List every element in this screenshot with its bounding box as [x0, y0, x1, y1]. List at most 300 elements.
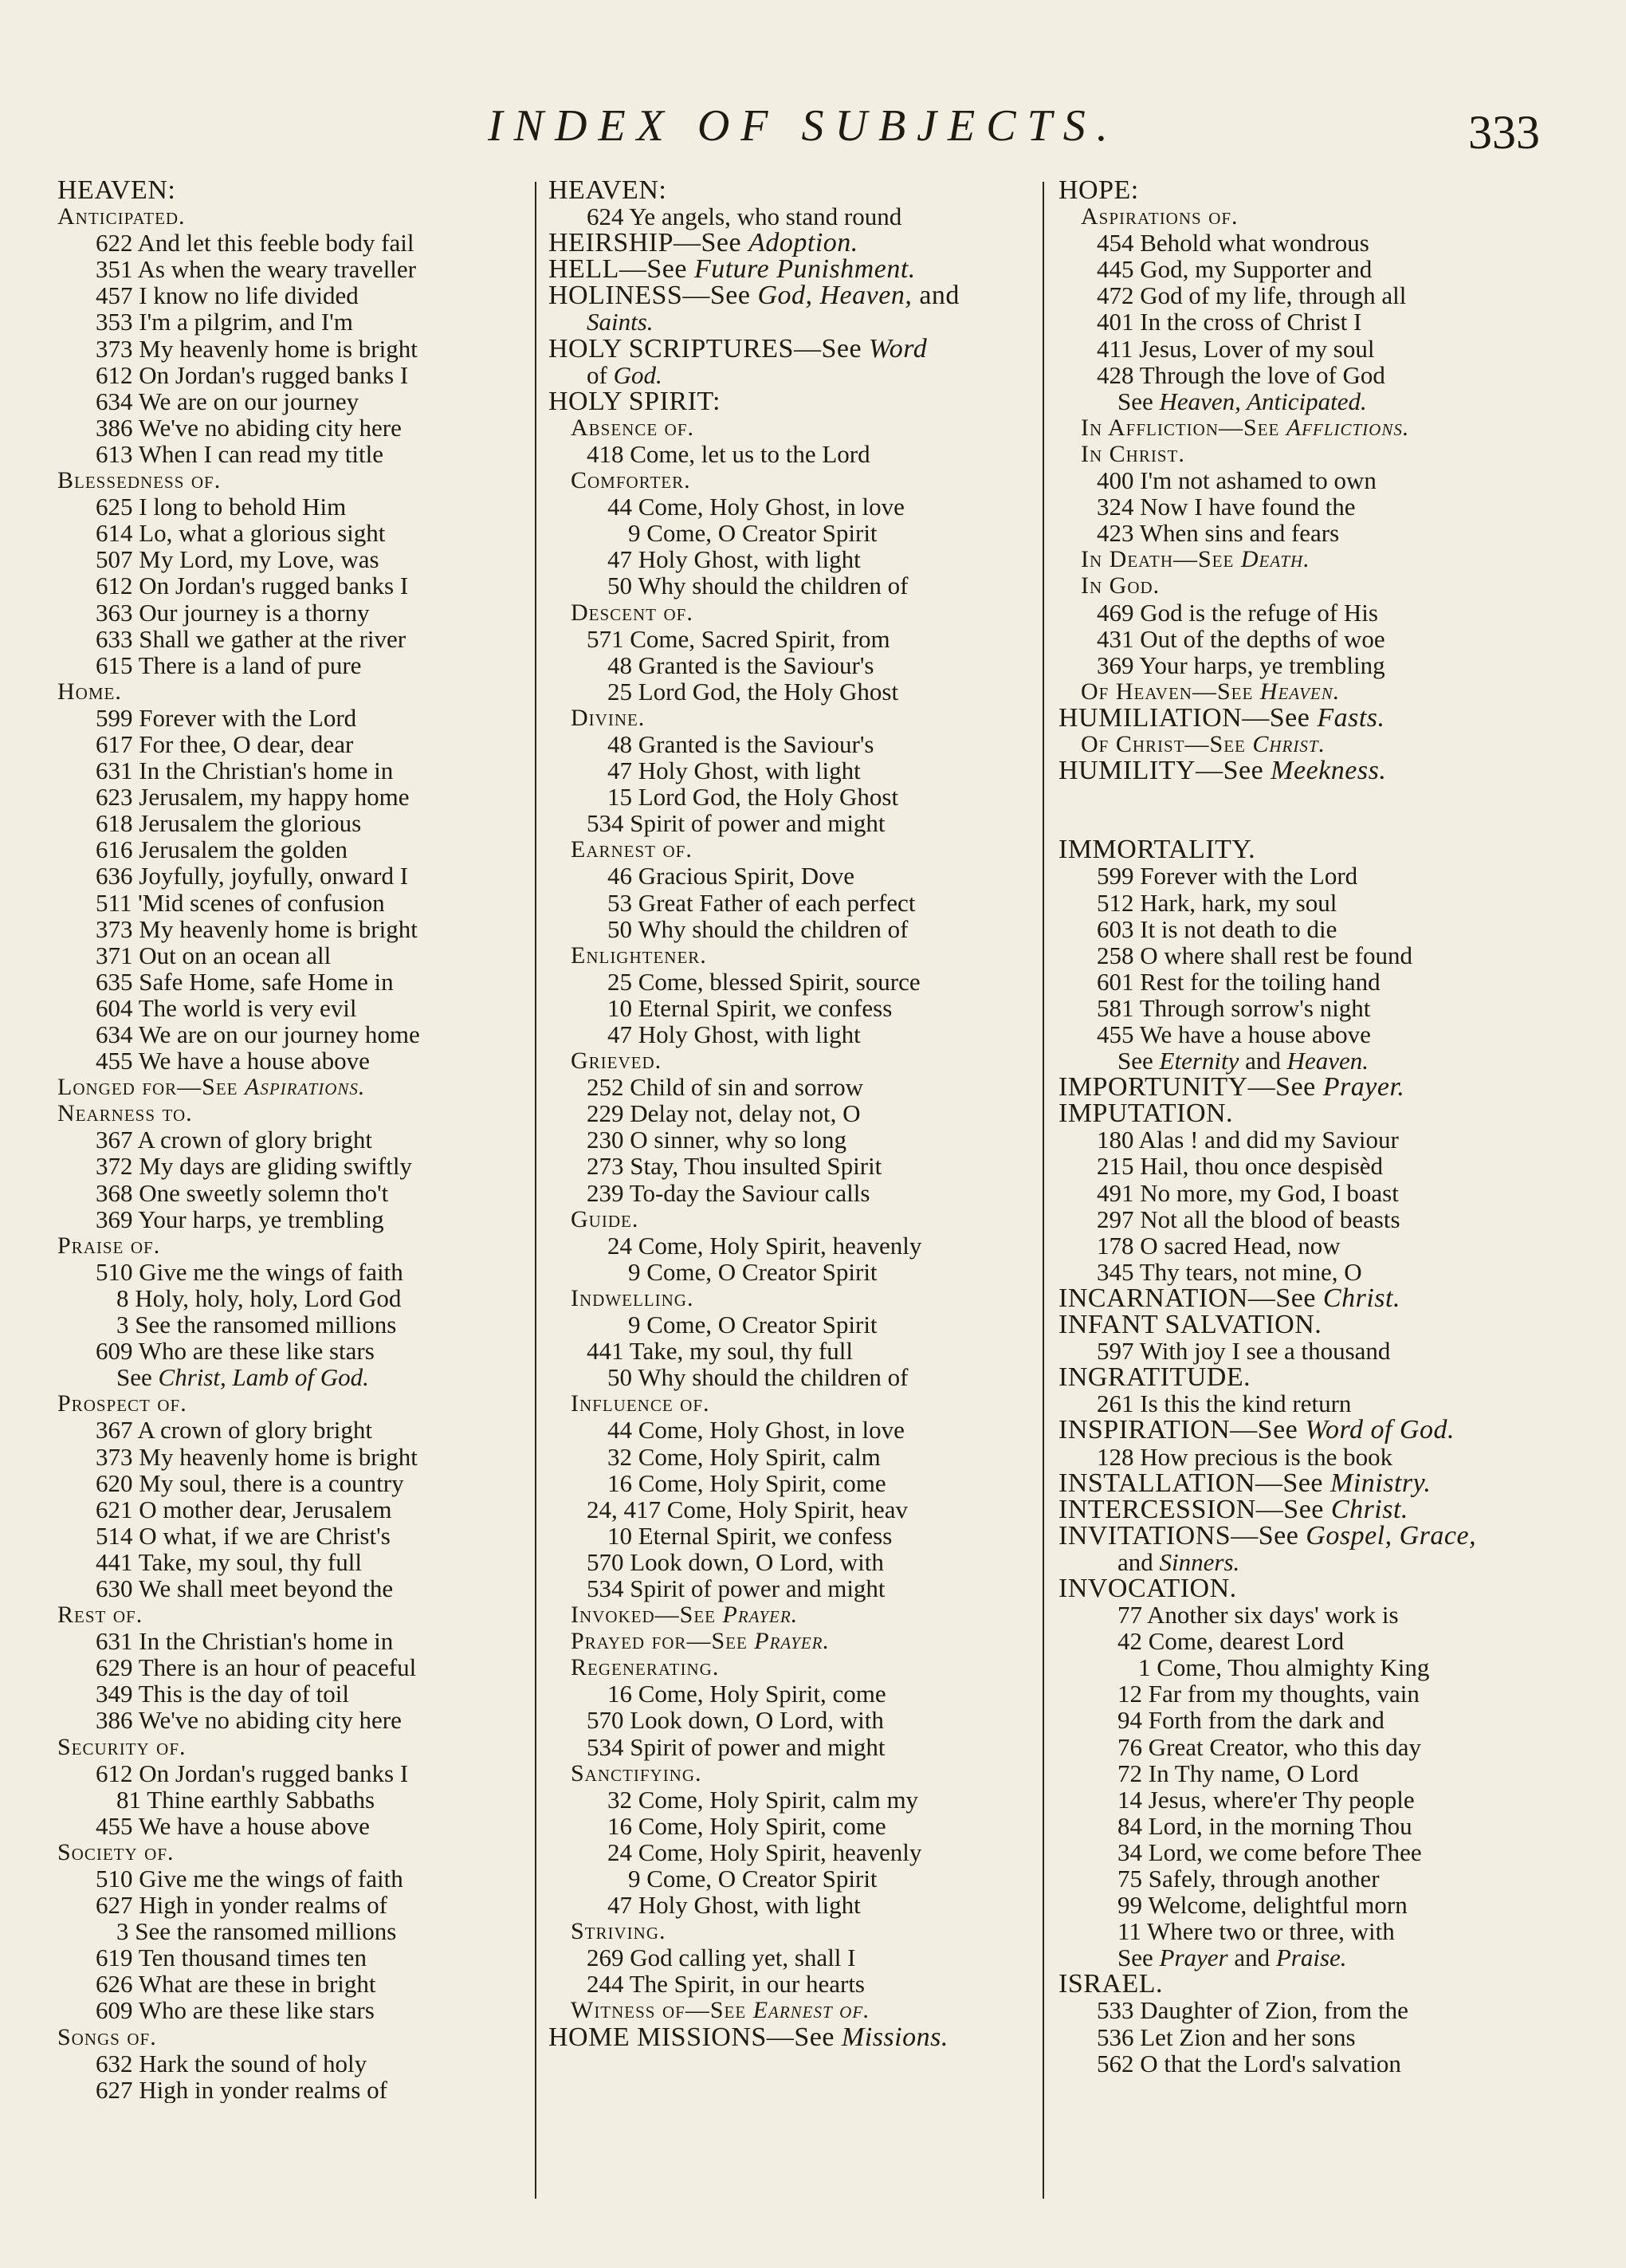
index-entry — [548, 1444, 1033, 1470]
index-entry — [57, 230, 534, 256]
entry-text: 258 O where shall rest be found — [1097, 941, 1413, 969]
index-entry — [548, 810, 1033, 836]
entry-text: 50 Why should the children of — [607, 1363, 909, 1392]
index-entry — [57, 1892, 534, 1918]
entry-text: 9 Come, O Creator Spirit — [628, 1257, 878, 1286]
entry-text: 371 Out on an ocean all — [96, 941, 332, 969]
entry-text: 510 Give me the wings of faith — [96, 1257, 403, 1286]
index-entry — [57, 731, 534, 757]
index-entry — [57, 916, 534, 942]
entry-text: In Affliction—See — [1081, 414, 1286, 441]
entry-text: 3 See the ransomed millions — [116, 1311, 397, 1339]
index-entry — [57, 1549, 534, 1575]
entry-text: 623 Jerusalem, my happy home — [96, 783, 410, 812]
entry-text: 273 Stay, Thou insulted Spirit — [587, 1152, 882, 1181]
entry-text: 32 Come, Holy Spirit, calm my — [607, 1785, 919, 1814]
index-entry — [548, 916, 1033, 942]
entry-text: 510 Give me the wings of faith — [96, 1865, 403, 1893]
entry-text: Prayed for—See — [571, 1628, 755, 1655]
entry-text: 455 We have a house above — [96, 1811, 370, 1840]
index-entry — [1058, 282, 1577, 309]
entry-text: 297 Not all the blood of beasts — [1097, 1205, 1400, 1233]
entry-text: 47 Holy Ghost, with light — [607, 545, 861, 574]
cross-reference: Praise. — [1275, 1944, 1347, 1972]
subtopic-heading — [548, 1628, 1033, 1654]
entry-text: Songs of. — [57, 2023, 157, 2050]
entry-text: HUMILITY—See — [1058, 756, 1271, 786]
subtopic-heading — [548, 1918, 1033, 1944]
entry-text: 599 Forever with the Lord — [1097, 862, 1358, 890]
index-entry — [548, 1470, 1033, 1496]
entry-text: 178 O sacred Head, now — [1097, 1231, 1341, 1260]
subtopic-heading — [57, 467, 534, 493]
entry-text: 353 I'm a pilgrim, and I'm — [96, 308, 353, 336]
index-entry — [1058, 1654, 1577, 1680]
entry-text: HOME MISSIONS—See — [548, 2022, 842, 2050]
entry-text: IMMORTALITY. — [1058, 835, 1256, 865]
index-entry — [548, 1259, 1033, 1285]
index-entry — [548, 626, 1033, 652]
entry-text: 609 Who are these like stars — [96, 1996, 375, 2025]
entry-text: Comforter. — [571, 467, 691, 494]
entry-text: 15 Lord God, the Holy Ghost — [607, 783, 899, 812]
entry-text: 10 Eternal Spirit, we confess — [607, 1521, 893, 1550]
entry-text: 621 O mother dear, Jerusalem — [96, 1495, 392, 1523]
entry-text: HOLY SPIRIT: — [548, 386, 721, 416]
entry-text: 50 Why should the children of — [607, 914, 909, 943]
entry-text: Guide. — [571, 1205, 639, 1232]
entry-text: Prospect of. — [57, 1390, 187, 1417]
subtopic-heading — [57, 1232, 534, 1259]
entry-text: Witness of—See — [571, 1997, 753, 2024]
subtopic-heading — [1058, 441, 1577, 467]
entry-text: 229 Delay not, delay not, O — [587, 1099, 861, 1128]
entry-text: 604 The world is very evil — [96, 993, 357, 1022]
entry-text: 571 Come, Sacred Spirit, from — [587, 624, 890, 653]
entry-text: 16 Come, Holy Spirit, come — [607, 1680, 886, 1708]
index-entry — [548, 731, 1033, 757]
index-entry — [57, 705, 534, 731]
entry-text: 472 God of my life, through all — [1097, 281, 1407, 310]
entry-text: Earnest of. — [571, 836, 693, 863]
entry-text: Enlightener. — [571, 941, 707, 969]
entry-text: 625 I long to behold Him — [96, 493, 347, 521]
index-entry — [57, 1760, 534, 1786]
entry-text: 634 We are on our journey — [96, 387, 359, 415]
entry-text: INGRATITUDE. — [1058, 1362, 1251, 1393]
cross-reference: Missions. — [841, 2022, 949, 2050]
subject-heading — [1058, 1496, 1577, 1523]
entry-text: Blessedness of. — [57, 467, 222, 494]
entry-text: 603 It is not death to die — [1097, 914, 1337, 943]
entry-text: See — [1117, 387, 1160, 415]
index-entry — [57, 757, 534, 784]
index-entry — [57, 1364, 534, 1390]
subject-heading — [1058, 1072, 1577, 1103]
entry-text: 369 Your harps, ye trembling — [1097, 651, 1385, 679]
index-entry — [548, 1074, 1033, 1100]
cross-reference: Ministry. — [1330, 1468, 1432, 1498]
entry-text: IMPUTATION. — [1058, 1099, 1234, 1129]
subtopic-heading — [1058, 678, 1577, 705]
index-column-1 — [57, 177, 534, 2103]
index-entry — [548, 1865, 1033, 1892]
entry-text: 47 Holy Ghost, with light — [607, 757, 861, 785]
entry-text: 428 Through the love of God — [1097, 360, 1385, 389]
index-entry — [57, 1628, 534, 1654]
index-entry — [1058, 336, 1577, 362]
entry-text: 24 Come, Holy Spirit, heavenly — [607, 1838, 922, 1866]
index-entry — [57, 1126, 534, 1153]
index-entry — [1058, 1259, 1577, 1285]
index-entry — [57, 784, 534, 810]
index-entry — [548, 969, 1033, 995]
subtopic-heading — [548, 942, 1033, 969]
entry-text: 372 My days are gliding swiftly — [96, 1152, 412, 1181]
index-entry — [548, 1786, 1033, 1813]
subtopic-heading — [548, 1997, 1033, 2023]
entry-text: 12 Far from my thoughts, vain — [1117, 1680, 1420, 1708]
entry-text: 47 Holy Ghost, with light — [607, 1020, 861, 1048]
index-entry — [1058, 362, 1577, 388]
index-entry — [57, 2077, 534, 2103]
entry-text: Absence of. — [571, 414, 695, 441]
index-entry — [57, 1444, 534, 1470]
index-entry — [57, 362, 534, 388]
cross-reference: Eternity — [1159, 1047, 1239, 1075]
entry-text: In Death—See — [1081, 546, 1241, 573]
entry-text: Rest of. — [57, 1602, 143, 1629]
entry-text: HOLY SCRIPTURES—See — [548, 333, 870, 364]
subtopic-heading — [57, 678, 534, 705]
entry-text: 373 My heavenly home is bright — [96, 334, 418, 363]
subtopic-heading — [1058, 203, 1577, 230]
index-entry — [57, 969, 534, 995]
entry-text: 252 Child of sin and sorrow — [587, 1073, 864, 1102]
running-title: INDEX OF SUBJECTS. — [488, 101, 1119, 151]
entry-text: 386 We've no abiding city here — [96, 1706, 402, 1735]
entry-text: See — [1117, 1047, 1160, 1075]
entry-text: and — [1117, 1547, 1160, 1576]
index-entry — [1058, 1997, 1577, 2023]
entry-text: 624 Ye angels, who stand round — [587, 202, 902, 231]
entry-text: HUMILIATION—See — [1058, 702, 1318, 733]
index-entry — [57, 1865, 534, 1892]
entry-text: INCARNATION—See — [1058, 1283, 1323, 1313]
cross-reference: Saints. — [587, 308, 654, 336]
entry-text: 10 Eternal Spirit, we confess — [607, 993, 893, 1022]
subtopic-heading — [548, 1285, 1033, 1311]
index-entry — [1058, 1813, 1577, 1839]
index-entry — [57, 1021, 534, 1048]
subject-heading — [1058, 1362, 1577, 1393]
entry-text: Of Heaven—See — [1081, 678, 1260, 705]
entry-text: 632 Hark the sound of holy — [96, 2049, 367, 2077]
entry-text: 622 And let this feeble body fail — [96, 229, 414, 257]
subtopic-heading — [548, 1760, 1033, 1786]
cross-reference: Prayer. — [754, 1628, 830, 1655]
entry-text: 617 For thee, O dear, dear — [96, 729, 354, 758]
entry-text: 230 O sinner, why so long — [587, 1126, 846, 1154]
index-entry — [548, 1892, 1033, 1918]
entry-text: 373 My heavenly home is bright — [96, 1442, 418, 1471]
entry-text: INSPIRATION—See — [1058, 1415, 1306, 1445]
entry-text: Anticipated. — [57, 203, 186, 230]
column-rule — [1043, 182, 1044, 2199]
entry-text: 601 Rest for the toiling hand — [1097, 967, 1381, 996]
entry-text: 81 Thine earthly Sabbaths — [116, 1785, 375, 1814]
index-entry — [548, 1575, 1033, 1602]
entry-text: In God. — [1081, 572, 1161, 599]
entry-text: 514 O what, if we are Christ's — [96, 1521, 391, 1550]
index-entry — [1058, 1786, 1577, 1813]
index-entry — [1058, 1839, 1577, 1865]
entry-text: 9 Come, O Creator Spirit — [628, 1865, 878, 1893]
entry-text: 401 In the cross of Christ I — [1097, 308, 1362, 336]
index-entry — [1058, 1180, 1577, 1206]
index-entry — [1058, 863, 1577, 889]
index-entry — [57, 1153, 534, 1179]
index-entry — [548, 995, 1033, 1021]
entry-text: ISRAEL. — [1058, 1969, 1163, 1999]
entry-text: 3 See the ransomed millions — [116, 1917, 397, 1946]
cross-reference: Sinners. — [1159, 1547, 1240, 1576]
index-column-2 — [548, 177, 1033, 2050]
index-entry — [1058, 520, 1577, 546]
subtopic-heading — [57, 1390, 534, 1417]
entry-text: Praise of. — [57, 1232, 161, 1259]
index-entry — [548, 1680, 1033, 1707]
index-entry — [1058, 599, 1577, 626]
entry-text: 367 A crown of glory bright — [96, 1416, 372, 1445]
subtopic-heading — [57, 203, 534, 230]
cross-reference: Christ. — [1252, 730, 1326, 757]
entry-text: INVOCATION. — [1058, 1573, 1237, 1603]
index-entry — [1058, 1680, 1577, 1707]
index-entry — [1058, 388, 1577, 415]
entry-text: 534 Spirit of power and might — [587, 1732, 886, 1761]
entry-text: 239 To-day the Saviour calls — [587, 1178, 870, 1207]
entry-text: 76 Great Creator, who this day — [1117, 1732, 1421, 1761]
entry-text: Of Christ—See — [1081, 730, 1253, 757]
index-entry — [548, 203, 1033, 230]
subtopic-heading — [57, 1602, 534, 1628]
entry-text: 44 Come, Holy Ghost, in love — [607, 1416, 905, 1445]
entry-text: 619 Ten thousand times ten — [96, 1944, 367, 1972]
subject-heading — [1058, 1470, 1577, 1496]
index-entry — [57, 1997, 534, 2023]
entry-text: 345 Thy tears, not mine, O — [1097, 1257, 1362, 1286]
entry-text: 620 My soul, there is a country — [96, 1468, 404, 1497]
index-entry — [57, 995, 534, 1021]
entry-text: Longed for—See — [57, 1074, 245, 1101]
cross-reference: Meekness. — [1271, 756, 1387, 786]
cross-reference: Heaven. — [1259, 678, 1341, 705]
entry-text: 75 Safely, through another — [1117, 1865, 1380, 1893]
entry-text: 491 No more, my God, I boast — [1097, 1178, 1399, 1207]
entry-text: Sanctifying. — [571, 1759, 702, 1786]
entry-text: 16 Come, Holy Spirit, come — [607, 1811, 886, 1840]
subject-heading — [57, 177, 534, 203]
index-entry — [1058, 995, 1577, 1021]
entry-text: 618 Jerusalem the glorious — [96, 809, 362, 838]
index-entry — [548, 1311, 1033, 1338]
index-entry — [548, 1813, 1033, 1839]
entry-text: 8 Holy, holy, holy, Lord God — [116, 1283, 402, 1312]
cross-reference: Word of God. — [1305, 1415, 1455, 1445]
entry-text: 46 Gracious Spirit, Dove — [607, 862, 854, 890]
entry-text: 261 Is this the kind return — [1097, 1389, 1352, 1418]
index-entry — [57, 1971, 534, 1997]
entry-text: 84 Lord, in the morning Thou — [1117, 1811, 1412, 1840]
subject-heading — [548, 230, 1033, 256]
index-entry — [548, 1126, 1033, 1153]
index-entry — [57, 1523, 534, 1549]
index-entry — [548, 1707, 1033, 1733]
entry-text: 635 Safe Home, safe Home in — [96, 967, 394, 996]
entry-text: 562 O that the Lord's salvation — [1097, 2049, 1401, 2077]
index-entry — [57, 1944, 534, 1971]
page-header — [0, 94, 1626, 158]
index-entry — [548, 362, 1033, 388]
index-entry — [57, 546, 534, 572]
index-entry — [57, 890, 534, 916]
entry-text: and — [1227, 1944, 1276, 1972]
entry-text: Influence of. — [571, 1390, 710, 1417]
index-entry — [57, 942, 534, 969]
entry-text: 215 Hail, thou once despisèd — [1097, 1152, 1384, 1181]
entry-text: of — [587, 360, 614, 389]
subject-heading — [1058, 1575, 1577, 1602]
index-entry — [548, 1496, 1033, 1523]
entry-text: 631 In the Christian's home in — [96, 1627, 394, 1656]
entry-text: 418 Come, let us to the Lord — [587, 439, 870, 468]
index-entry — [548, 863, 1033, 889]
entry-text: INTERCESSION—See — [1058, 1494, 1331, 1524]
index-entry — [57, 1707, 534, 1733]
index-entry — [1058, 652, 1577, 678]
cross-reference: Afflictions. — [1286, 414, 1410, 441]
index-entry — [548, 1523, 1033, 1549]
entry-text: 570 Look down, O Lord, with — [587, 1706, 884, 1735]
entry-text: HEAVEN: — [548, 177, 667, 205]
subtopic-heading — [548, 705, 1033, 731]
index-entry — [57, 1206, 534, 1232]
entry-text: 14 Jesus, where'er Thy people — [1117, 1785, 1415, 1814]
subtopic-heading — [57, 1734, 534, 1760]
index-entry — [548, 652, 1033, 678]
index-entry — [57, 1680, 534, 1707]
index-entry — [1058, 493, 1577, 520]
subtopic-heading — [57, 1839, 534, 1865]
entry-text: 609 Who are these like stars — [96, 1337, 375, 1366]
subject-heading — [548, 2024, 1033, 2050]
cross-reference: Adoption. — [748, 228, 858, 258]
index-entry — [1058, 2024, 1577, 2050]
entry-text: 533 Daughter of Zion, from the — [1097, 1996, 1408, 2025]
entry-text: 612 On Jordan's rugged banks I — [96, 1759, 409, 1787]
entry-text: 351 As when the weary traveller — [96, 255, 417, 284]
index-entry — [57, 1259, 534, 1285]
cross-reference: Fasts. — [1317, 702, 1385, 733]
index-entry — [548, 572, 1033, 599]
index-entry — [57, 1311, 534, 1338]
entry-text: 445 God, my Supporter and — [1097, 255, 1373, 284]
index-entry — [548, 309, 1033, 335]
entry-text: 44 Come, Holy Ghost, in love — [607, 493, 905, 521]
entry-text: 597 With joy I see a thousand — [1097, 1337, 1391, 1366]
subject-heading — [1058, 1311, 1577, 1338]
index-entry — [1058, 1126, 1577, 1153]
cross-reference: Prayer. — [722, 1602, 799, 1629]
index-entry — [1058, 1918, 1577, 1944]
entry-text: 614 Lo, what a glorious sight — [96, 519, 386, 548]
entry-text: HELL—See — [548, 254, 694, 285]
index-entry — [1058, 1048, 1577, 1074]
subject-heading — [1058, 1099, 1577, 1129]
entry-text: 47 Holy Ghost, with light — [607, 1891, 861, 1920]
index-entry — [1058, 1760, 1577, 1786]
cross-reference: Word — [869, 333, 928, 364]
entry-text: HEAVEN: — [57, 177, 176, 205]
index-entry — [1058, 1865, 1577, 1892]
entry-text: 629 There is an hour of peaceful — [96, 1653, 417, 1682]
entry-text: 616 Jerusalem the golden — [96, 835, 348, 864]
index-entry — [57, 599, 534, 626]
entry-text: Regenerating. — [571, 1654, 720, 1681]
index-entry — [548, 1839, 1033, 1865]
index-entry — [57, 863, 534, 889]
cross-reference: Future Punishment. — [693, 254, 916, 285]
index-entry — [1058, 1338, 1577, 1364]
index-entry — [57, 626, 534, 652]
entry-text: 613 When I can read my title — [96, 439, 383, 468]
subtopic-heading — [548, 1602, 1033, 1628]
entry-text: 369 Your harps, ye trembling — [96, 1205, 384, 1233]
entry-text: 25 Come, blessed Spirit, source — [607, 967, 921, 996]
entry-text: 636 Joyfully, joyfully, onward I — [96, 862, 409, 890]
index-entry — [1058, 256, 1577, 282]
cross-reference: Christ. — [1330, 1494, 1408, 1524]
entry-text: INFANT SALVATION. — [1058, 1310, 1322, 1340]
index-entry — [1058, 916, 1577, 942]
subtopic-heading — [1058, 731, 1577, 757]
entry-text: 570 Look down, O Lord, with — [587, 1547, 884, 1576]
index-entry — [57, 415, 534, 441]
index-entry — [1058, 1944, 1577, 1971]
index-entry — [1058, 309, 1577, 335]
cross-reference: Gospel, Grace, — [1306, 1520, 1477, 1551]
subtopic-heading — [548, 599, 1033, 626]
index-entry — [548, 1338, 1033, 1364]
entry-text: 534 Spirit of power and might — [587, 1574, 886, 1602]
index-entry — [57, 1813, 534, 1839]
entry-text: HOLINESS—See — [548, 281, 758, 311]
entry-text: In Christ. — [1081, 440, 1185, 467]
column-rule — [535, 182, 536, 2199]
entry-text: HEIRSHIP—See — [548, 228, 749, 258]
cross-reference: Christ, Lamb of God. — [158, 1363, 369, 1392]
entry-text: 512 Hark, hark, my soul — [1097, 888, 1337, 917]
index-entry — [1058, 2050, 1577, 2077]
entry-text: 94 Forth from the dark and — [1117, 1706, 1384, 1735]
subtopic-heading — [548, 415, 1033, 441]
subject-heading — [1058, 1417, 1577, 1443]
index-entry — [1058, 1444, 1577, 1470]
index-entry — [57, 1918, 534, 1944]
subtopic-heading — [57, 1100, 534, 1126]
index-entry — [57, 441, 534, 467]
